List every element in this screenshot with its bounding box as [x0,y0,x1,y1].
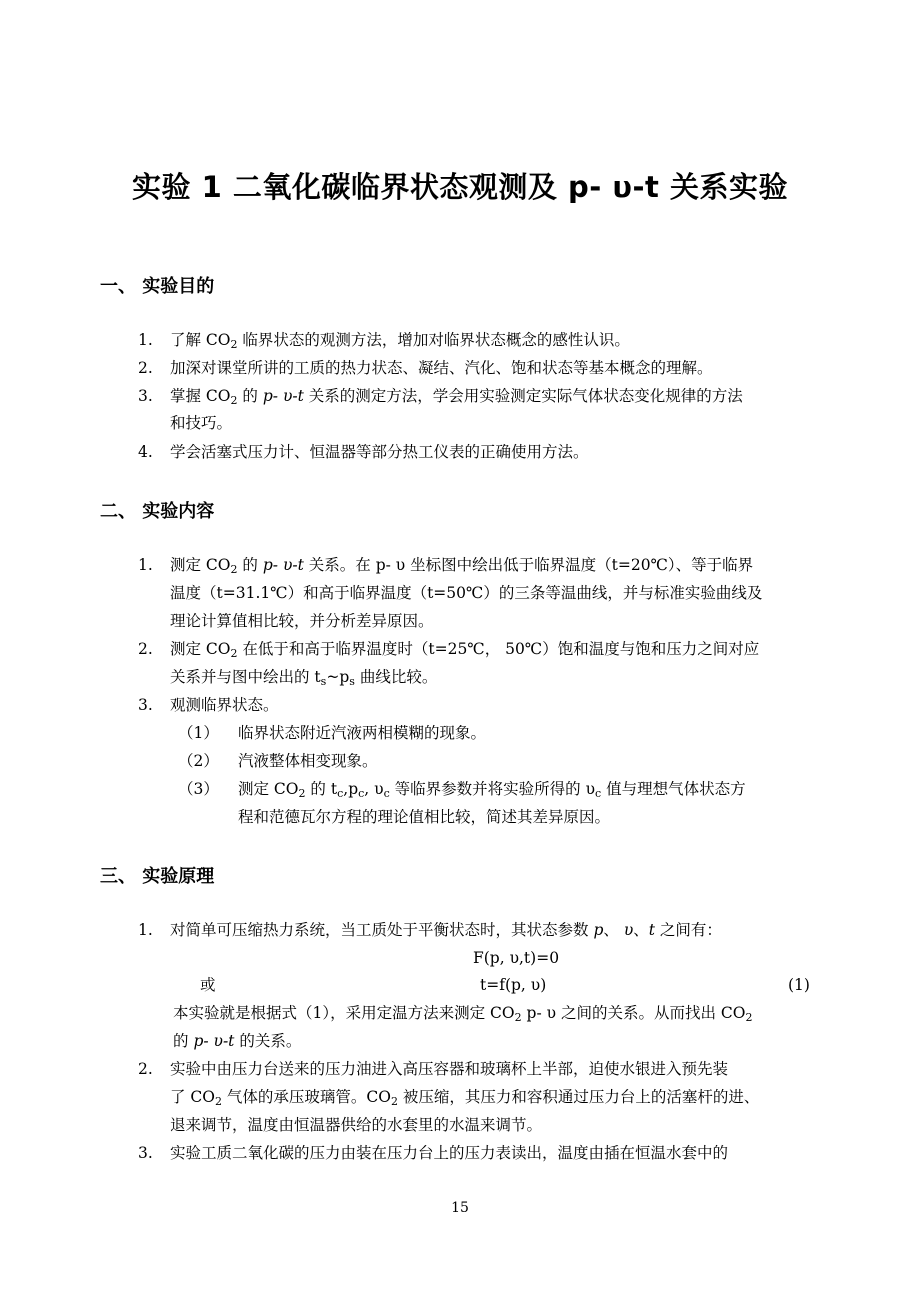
list-item-continuation: 温度（t=31.1℃）和高于临界温度（t=50℃）的三条等温曲线，并与标准实验曲线及 [170,584,763,602]
list-item: 了解 $CO_2$ 临界状态的观测方法，增加对临界状态概念的感性认识。 [170,331,630,351]
list-item: 测定 $CO_2$ 在低于和高于临界温度时（t=25℃， 50℃）饱和温度与饱和压力之间对应 [170,640,760,660]
list-item-number: 3. [138,696,153,714]
list-item-continuation: 理论计算值相比较，并分析差异原因。 [170,612,434,630]
list-item-continuation: 退来调节，温度由恒温器供给的水套里的水温来调节。 [170,1116,543,1134]
list-item-number: 3. [138,1144,153,1162]
sub-item: 汽液整体相变现象。 [238,752,378,770]
list-item: 加深对课堂所讲的工质的热力状态、凝结、汽化、饱和状态等基本概念的理解。 [170,359,713,377]
equation-or: 或 [200,976,216,994]
sub-item-number: （2） [178,752,219,770]
sub-item-number: （1） [178,724,219,742]
list-item: 测定 $CO_2$ 的 p- υ-t 关系。在 p- υ 坐标图中绘出低于临界温度（t=20℃）、等于临界 [170,556,754,576]
equation-number: (1) [788,976,810,994]
paragraph-line: 本实验就是根据式（1），采用定温方法来测定 $CO_2$ p- υ 之间的关系。从而找出 $CO_2$ [173,1004,753,1024]
sub-item: 临界状态附近汽液两相模糊的现象。 [238,724,487,742]
page-number: 15 [451,1200,469,1216]
section-heading-content: 二、 实验内容 [100,501,215,522]
list-item-continuation: 关系并与图中绘出的 $t_s\sim p_s$ 曲线比较。 [170,668,438,688]
list-item: 学会活塞式压力计、恒温器等部分热工仪表的正确使用方法。 [170,443,589,461]
list-item: 观测临界状态。 [170,696,279,714]
list-item-number: 1. [138,921,153,939]
equation-2: t=f(p, υ) [480,976,547,994]
list-item-number: 2. [138,640,153,658]
sub-item-number: （3） [178,780,219,798]
list-item-number: 2. [138,1060,153,1078]
list-item-number: 1. [138,556,153,574]
sub-item: 测定 $CO_2$ 的 $t_c,p_c$, $\upsilon_c$ 等临界参数并将实验所得的 $\upsilon_c$ 值与理想气体状态方 [238,780,746,800]
list-item-number: 2. [138,359,153,377]
list-item-continuation: 和技巧。 [170,414,233,432]
section-heading-principle: 三、 实验原理 [100,866,215,887]
list-item-number: 4. [138,443,153,461]
paragraph-line: 的 p- υ-t 的关系。 [173,1032,302,1050]
sub-item-continuation: 程和范德瓦尔方程的理论值相比较，简述其差异原因。 [238,808,611,826]
list-item: 掌握 $CO_2$ 的 p- υ-t 关系的测定方法，学会用实验测定实际气体状态变化规律的方法 [170,387,743,407]
equation-1: F(p, υ,t)=0 [473,949,560,967]
list-item: 实验中由压力台送来的压力油进入高压容器和玻璃杯上半部，迫使水银进入预先装 [170,1060,729,1078]
list-item: 实验工质二氧化碳的压力由装在压力台上的压力表读出，温度由插在恒温水套中的 [170,1144,729,1162]
list-item-number: 3. [138,387,153,405]
section-heading-objectives: 一、 实验目的 [100,276,215,297]
page-title: 实验 1 二氧化碳临界状态观测及 p- υ-t 关系实验 [132,170,788,204]
list-item-continuation: 了 $CO_2$ 气体的承压玻璃管。$CO_2$ 被压缩，其压力和容积通过压力台上的活塞杆的进、 [170,1088,760,1108]
list-item: 对简单可压缩热力系统，当工质处于平衡状态时，其状态参数 p、 υ、t 之间有： [170,921,722,939]
list-item-number: 1. [138,331,153,349]
